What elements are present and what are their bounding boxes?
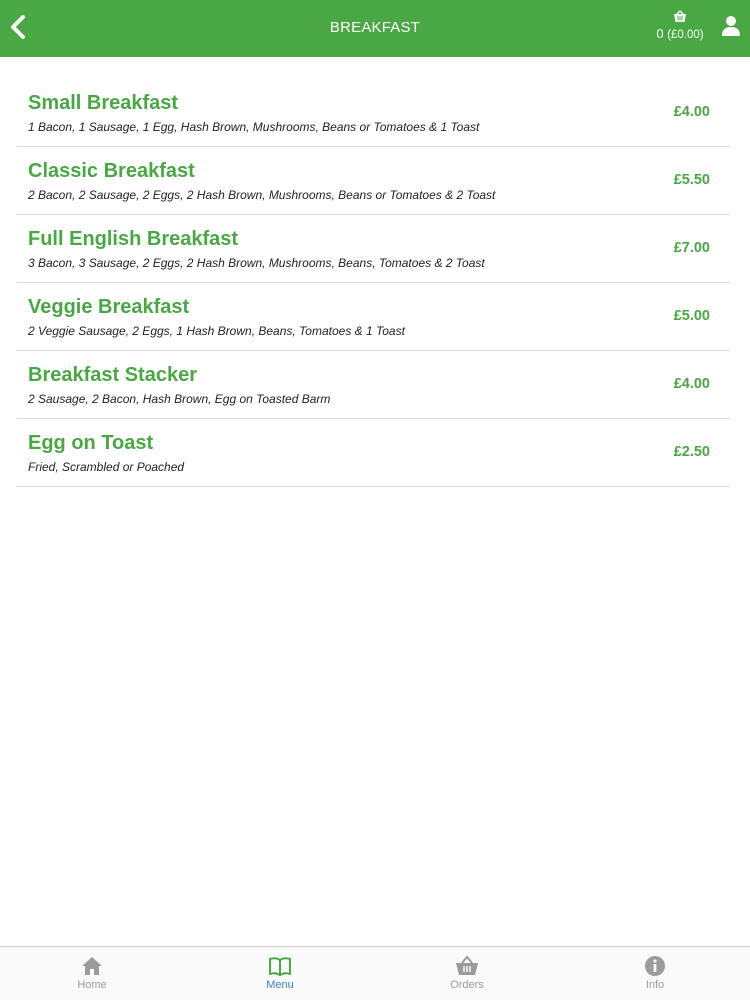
- basket-item-count: 0: [656, 26, 664, 41]
- tab-info[interactable]: [595, 947, 715, 1000]
- basket-icon: [673, 10, 687, 23]
- menu-item[interactable]: [17, 215, 730, 283]
- menu-item-name: Veggie Breakfast: [28, 296, 190, 318]
- menu-item-name: Full English Breakfast: [28, 228, 239, 250]
- menu-item-description: Fried, Scrambled or Poached: [28, 460, 185, 474]
- menu-item-description: 3 Bacon, 3 Sausage, 2 Eggs, 2 Hash Brown, Mushrooms, Beans, Tomatoes & 2 Toast: [28, 256, 485, 270]
- menu-item-price: £4.00: [673, 104, 710, 120]
- home-icon: [81, 955, 103, 977]
- tab-orders-label: Orders: [450, 979, 484, 991]
- menu-item[interactable]: [17, 351, 730, 419]
- menu-item[interactable]: [17, 147, 730, 215]
- menu-item-description: 1 Bacon, 1 Sausage, 1 Egg, Hash Brown, Mushrooms, Beans or Tomatoes & 1 Toast: [28, 120, 480, 134]
- menu-item[interactable]: [17, 79, 730, 147]
- tab-info-label: Info: [645, 979, 665, 991]
- info-icon: [644, 955, 666, 977]
- tab-home-label: Home: [77, 979, 107, 991]
- menu-item-description: 2 Sausage, 2 Bacon, Hash Brown, Egg on Toasted Barm: [28, 392, 331, 406]
- tab-menu[interactable]: [220, 947, 340, 1000]
- menu-item[interactable]: [17, 419, 730, 487]
- top-app-bar: [0, 0, 750, 57]
- menu-item-price: £5.00: [673, 308, 710, 324]
- menu-item-name: Classic Breakfast: [28, 160, 195, 182]
- basket-summary-button[interactable]: [654, 10, 706, 41]
- menu-item-list: [17, 79, 730, 487]
- menu-item-price: £5.50: [673, 172, 710, 188]
- menu-item-description: 2 Bacon, 2 Sausage, 2 Eggs, 2 Hash Brown, Mushrooms, Beans or Tomatoes & 2 Toast: [28, 188, 496, 202]
- basket-icon: [455, 955, 479, 977]
- basket-total: (£0.00): [667, 29, 704, 41]
- menu-item-name: Egg on Toast: [28, 432, 154, 454]
- bottom-tab-bar: [0, 946, 750, 1000]
- book-icon: [268, 955, 292, 977]
- tab-menu-label: Menu: [266, 979, 294, 991]
- basket-count-text: [654, 26, 706, 41]
- menu-item-price: £4.00: [673, 376, 710, 392]
- menu-item-description: 2 Veggie Sausage, 2 Eggs, 1 Hash Brown, Beans, Tomatoes & 1 Toast: [28, 324, 405, 338]
- user-account-icon[interactable]: [722, 15, 740, 37]
- tab-home[interactable]: [32, 947, 152, 1000]
- menu-item-price: £7.00: [673, 240, 710, 256]
- page-title: BREAKFAST: [329, 19, 421, 36]
- menu-item-price: £2.50: [673, 444, 710, 460]
- menu-item-name: Small Breakfast: [28, 92, 179, 114]
- menu-item[interactable]: [17, 283, 730, 351]
- menu-item-name: Breakfast Stacker: [28, 364, 197, 386]
- tab-orders[interactable]: [407, 947, 527, 1000]
